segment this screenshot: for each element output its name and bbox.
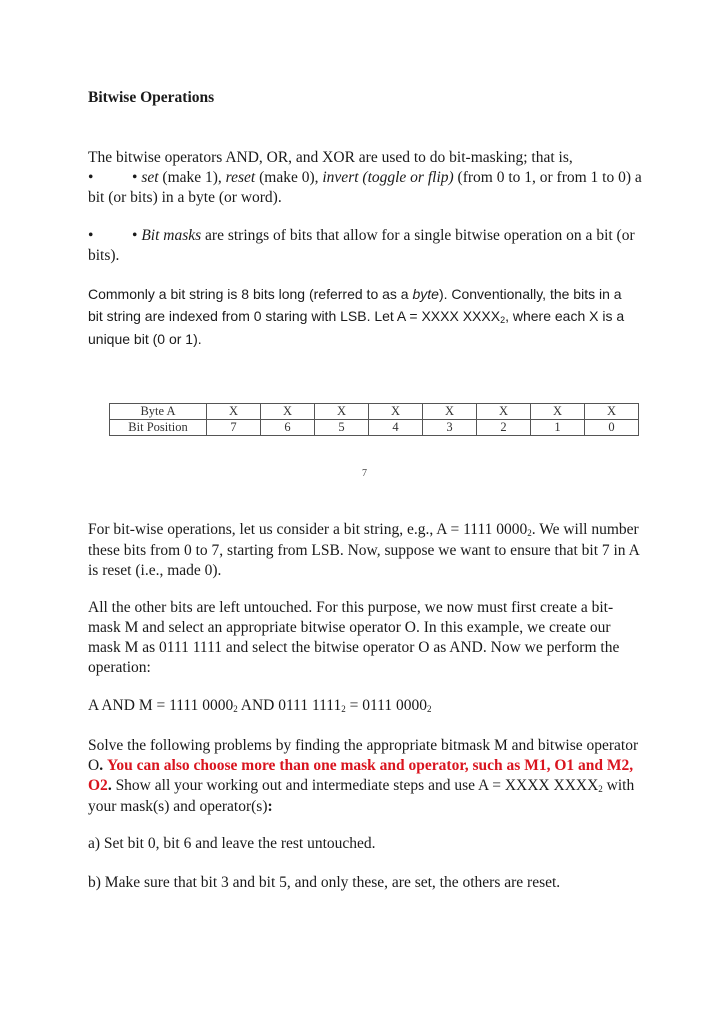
mask-paragraph: All the other bits are left untouched. For this purpose, we now must first create a bit-mask M and select an appropriate bitwise operator O. In this example, we create our mask M as 0111 1111 and select the bitwise operator O as AND. Now we perform the operation: bbox=[88, 599, 620, 676]
term-bit-masks: Bit masks bbox=[141, 227, 202, 244]
bullet-text bbox=[88, 226, 644, 266]
table-cell: X bbox=[423, 404, 477, 420]
row-label-byte: Byte A bbox=[110, 404, 207, 420]
table-row-byte bbox=[110, 404, 639, 420]
highlighted-instruction: You can also choose more than one mask and operator, such as M1, O1 and M2, O2 bbox=[88, 757, 634, 794]
table-cell: 0 bbox=[585, 420, 639, 436]
section-title: Bitwise Operations bbox=[88, 89, 215, 106]
table-cell: 2 bbox=[477, 420, 531, 436]
subscript-base: 2 bbox=[500, 314, 506, 325]
para-sans-part3: , where each X is a unique bit (0 or 1). bbox=[88, 307, 625, 347]
table-cell: X bbox=[315, 404, 369, 420]
table-cell: X bbox=[369, 404, 423, 420]
table-cell: X bbox=[261, 404, 315, 420]
bullet1-rest: (from 0 to 1, or from 1 to 0) a bit (or bits) in a byte (or word). bbox=[88, 169, 642, 206]
table-row-position bbox=[110, 420, 639, 436]
table-cell: 5 bbox=[315, 420, 369, 436]
bold-period: . bbox=[99, 757, 104, 774]
equation-part3: = 0111 0000 bbox=[349, 697, 427, 714]
inner-bullet-dot: • bbox=[132, 227, 138, 244]
example-paragraph bbox=[88, 520, 644, 581]
term-set: set bbox=[141, 169, 159, 186]
bold-colon: : bbox=[267, 798, 273, 815]
table-cell: 4 bbox=[369, 420, 423, 436]
para-sans-part1: Commonly a bit string is 8 bits long (referred to as a bbox=[88, 286, 409, 302]
bullet-bit-masks bbox=[88, 226, 644, 266]
instructions-paragraph bbox=[88, 736, 644, 817]
table-cell: X bbox=[207, 404, 261, 420]
table-cell: X bbox=[585, 404, 639, 420]
table-cell: X bbox=[531, 404, 585, 420]
table-cell: 3 bbox=[423, 420, 477, 436]
row-label-position: Bit Position bbox=[110, 420, 207, 436]
subscript-base: 2 bbox=[233, 704, 238, 714]
table-cell: 1 bbox=[531, 420, 585, 436]
instructions-part2: Show all your working out and intermediate steps and use A = XXXX XXXX bbox=[115, 777, 599, 794]
table-cell: 7 bbox=[207, 420, 261, 436]
bullet-dot: • bbox=[88, 227, 94, 244]
term-invert: invert (toggle or flip) bbox=[322, 169, 454, 186]
question-b: b) Make sure that bit 3 and bit 5, and only these, are set, the others are reset. bbox=[88, 874, 561, 891]
equation-line bbox=[88, 696, 644, 717]
bold-period: . bbox=[107, 777, 112, 794]
instructions-part3: with your mask(s) and operator(s) bbox=[88, 777, 635, 815]
instructions-part1: Solve the following problems by finding the appropriate bitmask M and bitwise operator O bbox=[88, 737, 639, 774]
bullet2-rest: are strings of bits that allow for a single bitwise operation on a bit (or bits). bbox=[88, 227, 635, 264]
byte-table bbox=[109, 403, 639, 436]
term-reset: reset bbox=[225, 169, 256, 186]
para2-part1: For bit-wise operations, let us consider a bit string, e.g., A = 1111 0000 bbox=[88, 521, 528, 538]
page-number: 7 bbox=[362, 468, 367, 479]
set-description: (make 1), bbox=[162, 169, 222, 186]
subscript-base: 2 bbox=[426, 704, 432, 714]
reset-description: (make 0), bbox=[259, 169, 319, 186]
inner-bullet-dot: • bbox=[132, 169, 138, 186]
equation-part2: AND 0111 1111 bbox=[240, 697, 342, 714]
intro-paragraph: The bitwise operators AND, OR, and XOR are used to do bit-masking; that is, bbox=[88, 149, 573, 166]
para-sans-part2: ). Conventionally, the bits in a bit string are indexed from 0 staring with LSB. Let A = XXXX XXXX bbox=[88, 286, 622, 324]
bullet-set-reset-invert bbox=[88, 168, 644, 208]
equation-part1: A AND M = 1111 0000 bbox=[88, 697, 234, 714]
table-cell: X bbox=[477, 404, 531, 420]
question-a: a) Set bit 0, bit 6 and leave the rest untouched. bbox=[88, 835, 376, 852]
term-byte: byte bbox=[412, 286, 439, 302]
bit-string-paragraph bbox=[88, 284, 640, 351]
subscript-base: 2 bbox=[527, 528, 532, 538]
subscript-base: 2 bbox=[341, 704, 346, 714]
subscript-base: 2 bbox=[598, 784, 603, 794]
bullet-dot: • bbox=[88, 169, 94, 186]
bullet-text bbox=[88, 168, 644, 208]
table-cell: 6 bbox=[261, 420, 315, 436]
para2-part2: . We will number these bits from 0 to 7, starting from LSB. Now, suppose we want to ensure that bit 7 in A is reset (i.e., made 0). bbox=[88, 521, 639, 579]
